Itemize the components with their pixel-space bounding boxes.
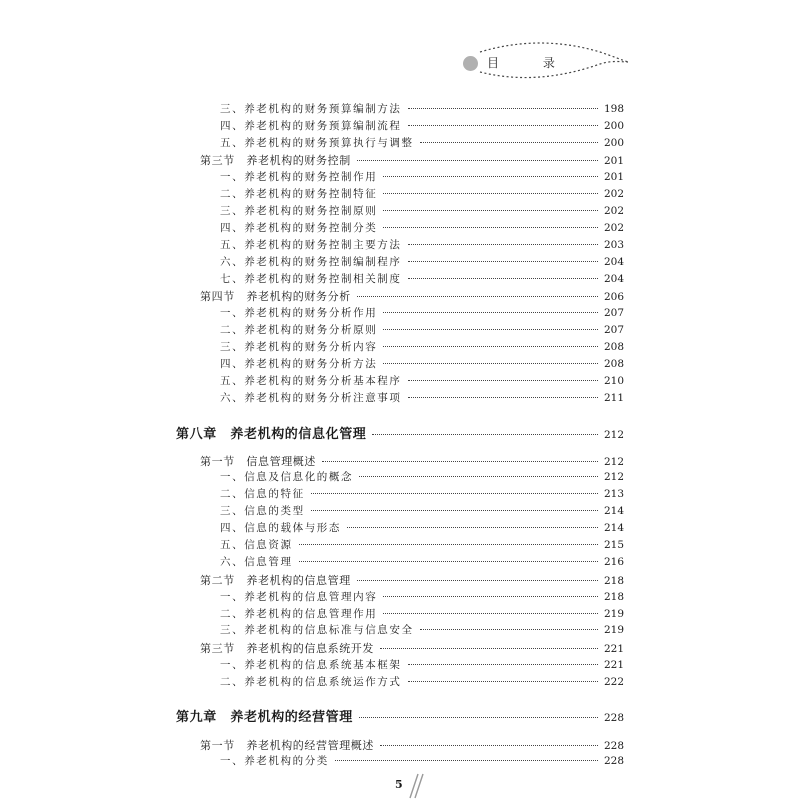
toc-item-entry[interactable]: [220, 220, 624, 236]
toc-entry-page: 219: [603, 608, 624, 620]
toc-entry-title: 第一节 养老机构的经营管理概述: [200, 739, 374, 752]
dot-leader: [299, 544, 598, 545]
toc-item-entry[interactable]: [220, 186, 624, 202]
dot-leader: [408, 664, 598, 665]
toc-entry-page: 200: [603, 120, 624, 132]
toc-item-entry[interactable]: [220, 554, 624, 570]
toc-item-entry[interactable]: [220, 537, 624, 553]
dot-leader: [383, 210, 598, 211]
toc-entry-title: 第八章 养老机构的信息化管理: [176, 427, 367, 442]
toc-entry-page: 200: [603, 137, 624, 149]
dot-leader: [380, 648, 598, 649]
dot-leader: [408, 380, 598, 381]
toc-entry-page: 202: [603, 188, 624, 200]
dot-leader: [383, 596, 598, 597]
toc-entry-title: 三、信息的类型: [220, 505, 305, 517]
dot-leader: [383, 613, 598, 614]
toc-entry-page: 211: [603, 392, 624, 404]
toc-entry-title: 七、养老机构的财务控制相关制度: [220, 273, 402, 285]
dot-leader: [383, 227, 598, 228]
toc-entry-page: 206: [603, 291, 624, 303]
toc-item-entry[interactable]: [220, 339, 624, 355]
toc-entry-page: 219: [603, 624, 624, 636]
toc-section-entry[interactable]: [200, 737, 624, 753]
toc-entry-title: 第三节 养老机构的财务控制: [200, 154, 351, 167]
dot-leader: [408, 278, 598, 279]
dot-leader: [311, 493, 598, 494]
toc-entry-title: 第一节 信息管理概述: [200, 455, 316, 468]
toc-entry-title: 五、养老机构的财务控制主要方法: [220, 239, 402, 251]
toc-entry-title: 二、信息的特征: [220, 488, 305, 500]
toc-entry-page: 228: [603, 740, 624, 752]
toc-section-entry[interactable]: [200, 288, 624, 304]
toc-section-entry[interactable]: [200, 152, 624, 168]
toc-entry-title: 三、养老机构的财务控制原则: [220, 205, 378, 217]
toc-chapter-entry[interactable]: [176, 706, 624, 725]
toc-item-entry[interactable]: [220, 753, 624, 769]
dot-leader: [408, 244, 598, 245]
toc-item-entry[interactable]: [220, 254, 624, 270]
toc-entry-title: 一、信息及信息化的概念: [220, 471, 354, 483]
dot-leader: [408, 681, 598, 682]
toc-entry-page: 204: [603, 256, 624, 268]
toc-item-entry[interactable]: [220, 606, 624, 622]
toc-item-entry[interactable]: [220, 237, 624, 253]
toc-entry-title: 四、养老机构的财务预算编制流程: [220, 120, 402, 132]
dot-leader: [408, 261, 598, 262]
toc-entry-page: 221: [603, 643, 624, 655]
toc-item-entry[interactable]: [220, 135, 624, 151]
toc-item-entry[interactable]: [220, 486, 624, 502]
toc-item-entry[interactable]: [220, 322, 624, 338]
dot-leader: [359, 717, 598, 718]
dot-leader: [347, 527, 598, 528]
dot-leader: [383, 176, 598, 177]
toc-item-entry[interactable]: [220, 373, 624, 389]
page-number: 5: [395, 778, 403, 791]
toc-item-entry[interactable]: [220, 356, 624, 372]
toc-entry-title: 第四节 养老机构的财务分析: [200, 290, 351, 303]
toc-entry-page: 207: [603, 324, 624, 336]
toc-section-entry[interactable]: [200, 640, 624, 656]
toc-entry-page: 218: [603, 591, 624, 603]
toc-item-entry[interactable]: [220, 203, 624, 219]
toc-entry-title: 三、养老机构的信息标准与信息安全: [220, 624, 414, 636]
toc-entry-title: 第二节 养老机构的信息管理: [200, 574, 351, 587]
toc-entry-page: 212: [603, 471, 624, 483]
dot-leader: [383, 346, 598, 347]
toc-item-entry[interactable]: [220, 674, 624, 690]
header-title: 目 录: [487, 56, 575, 70]
toc-entry-title: 六、信息管理: [220, 556, 293, 568]
toc-entry-page: 201: [603, 155, 624, 167]
toc-item-entry[interactable]: [220, 101, 624, 117]
toc-entry-title: 四、信息的载体与形态: [220, 522, 341, 534]
toc-chapter-entry[interactable]: [176, 423, 624, 442]
dot-leader: [357, 296, 598, 297]
toc-item-entry[interactable]: [220, 657, 624, 673]
toc-entry-page: 221: [603, 659, 624, 671]
footer-slash-decoration: [404, 770, 434, 800]
toc-entry-page: 218: [603, 575, 624, 587]
toc-item-entry[interactable]: [220, 622, 624, 638]
toc-entry-page: 216: [603, 556, 624, 568]
dot-leader: [372, 434, 598, 435]
toc-section-entry[interactable]: [200, 572, 624, 588]
dot-leader: [322, 461, 598, 462]
toc-entry-title: 四、养老机构的财务控制分类: [220, 222, 378, 234]
dot-leader: [335, 760, 598, 761]
toc-entry-page: 214: [603, 522, 624, 534]
toc-item-entry[interactable]: [220, 520, 624, 536]
toc-entry-title: 三、养老机构的财务分析内容: [220, 341, 378, 353]
toc-entry-page: 214: [603, 505, 624, 517]
toc-entry-title: 二、养老机构的财务控制特征: [220, 188, 378, 200]
toc-item-entry[interactable]: [220, 169, 624, 185]
toc-entry-title: 五、养老机构的财务分析基本程序: [220, 375, 402, 387]
toc-item-entry[interactable]: [220, 305, 624, 321]
toc-entry-title: 六、养老机构的财务控制编制程序: [220, 256, 402, 268]
toc-entry-title: 六、养老机构的财务分析注意事项: [220, 392, 402, 404]
toc-entry-page: 210: [603, 375, 624, 387]
toc-entry-page: 202: [603, 205, 624, 217]
toc-entry-page: 228: [603, 712, 624, 724]
toc-item-entry[interactable]: [220, 118, 624, 134]
toc-entry-page: 198: [603, 103, 624, 115]
toc-item-entry[interactable]: [220, 390, 624, 406]
dot-leader: [359, 476, 598, 477]
toc-entry-title: 二、养老机构的信息系统运作方式: [220, 676, 402, 688]
toc-entry-page: 228: [603, 755, 624, 767]
dot-leader: [408, 125, 598, 126]
toc-entry-title: 三、养老机构的财务预算编制方法: [220, 103, 402, 115]
toc-entry-page: 208: [603, 358, 624, 370]
toc-entry-title: 二、养老机构的财务分析原则: [220, 324, 378, 336]
dot-leader: [383, 193, 598, 194]
toc-entry-title: 一、养老机构的财务控制作用: [220, 171, 378, 183]
toc-entry-title: 五、信息资源: [220, 539, 293, 551]
toc-entry-page: 212: [603, 429, 624, 441]
toc-entry-page: 213: [603, 488, 624, 500]
dot-leader: [357, 580, 598, 581]
toc-entry-title: 第三节 养老机构的信息系统开发: [200, 642, 374, 655]
toc-entry-title: 一、养老机构的财务分析作用: [220, 307, 378, 319]
toc-entry-page: 204: [603, 273, 624, 285]
dot-leader: [311, 510, 598, 511]
toc-entry-page: 202: [603, 222, 624, 234]
toc-entry-title: 二、养老机构的信息管理作用: [220, 608, 378, 620]
toc-entry-title: 第九章 养老机构的经营管理: [176, 710, 353, 725]
toc-entry-page: 212: [603, 456, 624, 468]
toc-entry-page: 222: [603, 676, 624, 688]
toc-entry-page: 215: [603, 539, 624, 551]
dot-leader: [383, 329, 598, 330]
toc-entry-page: 201: [603, 171, 624, 183]
toc-entry-title: 一、养老机构的信息管理内容: [220, 591, 378, 603]
dot-leader: [383, 312, 598, 313]
toc-item-entry[interactable]: [220, 503, 624, 519]
dot-leader: [408, 108, 598, 109]
toc-entry-title: 四、养老机构的财务分析方法: [220, 358, 378, 370]
toc-entry-title: 一、养老机构的信息系统基本框架: [220, 659, 402, 671]
dot-leader: [383, 363, 598, 364]
dot-leader: [420, 629, 598, 630]
dot-leader: [380, 745, 598, 746]
dot-leader: [299, 561, 598, 562]
toc-entry-page: 207: [603, 307, 624, 319]
toc-entry-title: 五、养老机构的财务预算执行与调整: [220, 137, 414, 149]
dot-leader: [357, 160, 598, 161]
dot-leader: [408, 397, 598, 398]
toc-item-entry[interactable]: [220, 271, 624, 287]
toc-section-entry[interactable]: [200, 453, 624, 469]
toc-item-entry[interactable]: [220, 589, 624, 605]
toc-item-entry[interactable]: [220, 469, 624, 485]
toc-entry-page: 208: [603, 341, 624, 353]
toc-entry-title: 一、养老机构的分类: [220, 755, 329, 767]
dot-leader: [420, 142, 598, 143]
toc-entry-page: 203: [603, 239, 624, 251]
